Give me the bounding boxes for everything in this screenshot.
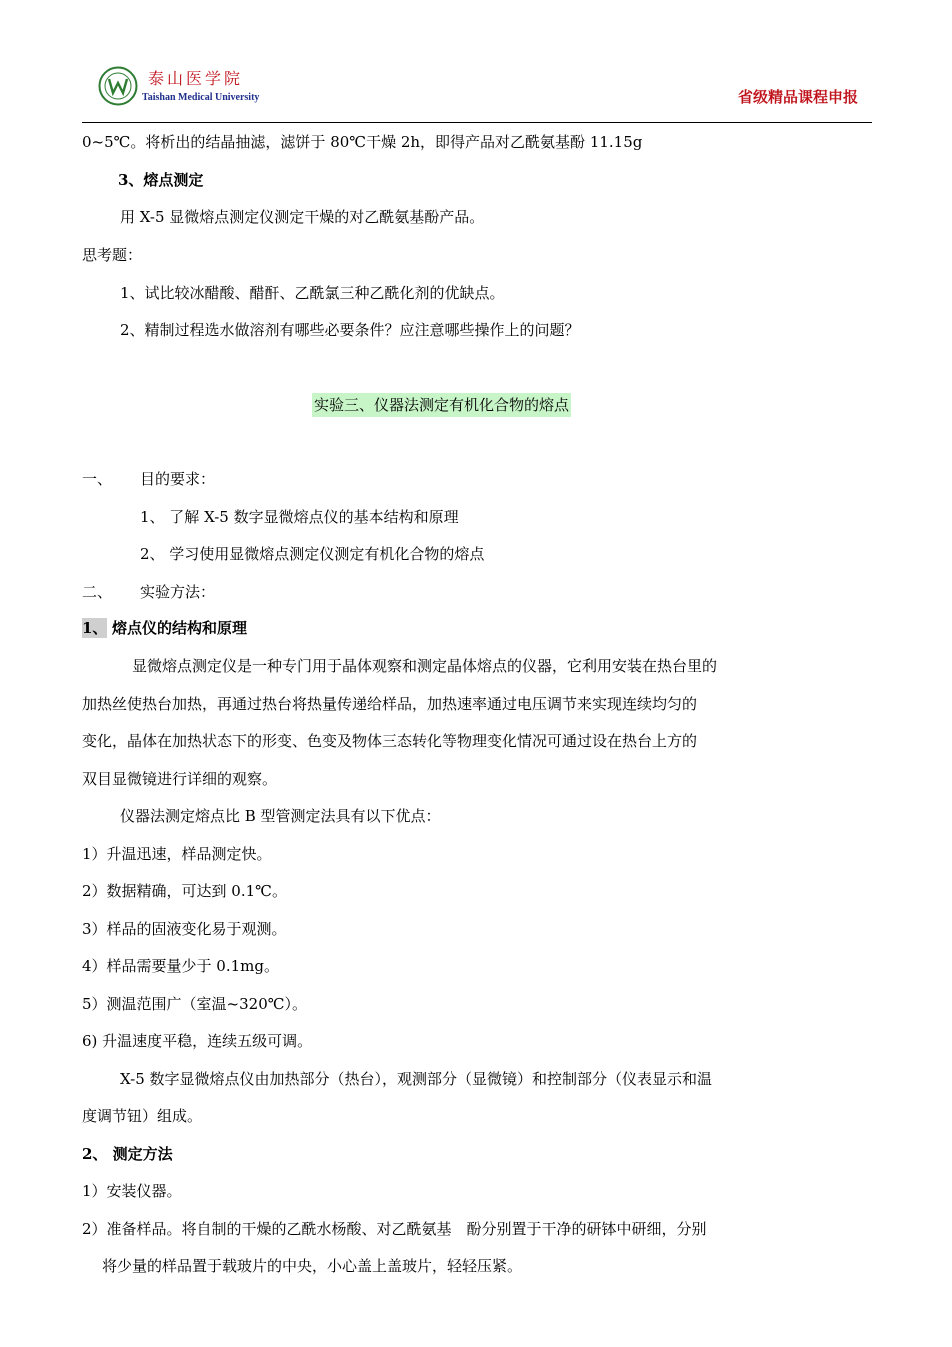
university-logo-icon (98, 66, 138, 106)
list-item: 2）准备样品。将自制的干燥的乙酰水杨酸、对乙酰氨基 酚分别置于干净的研钵中研细，分别 (82, 1220, 707, 1238)
list-item: 5）测温范围广（室温~320℃）。 (82, 995, 308, 1013)
paragraph-line: 加热丝使热台加热，再通过热台将热量传递给样品，加热速率通过电压调节来实现连续均匀的 (82, 695, 698, 713)
paragraph-line: 显微熔点测定仪是一种专门用于晶体观察和测定晶体熔点的仪器，它利用安装在热台里的 (132, 657, 718, 675)
list-item: 将少量的样品置于载玻片的中央，小心盖上盖玻片，轻轻压紧。 (102, 1257, 523, 1275)
heading-number: 一、 (82, 470, 113, 488)
paragraph-line: 双目显微镜进行详细的观察。 (82, 770, 278, 788)
text-line: 用 X-5 显微熔点测定仪测定干燥的对乙酰氨基酚产品。 (120, 208, 485, 226)
list-item: 6) 升温速度平稳，连续五级可调。 (82, 1032, 313, 1050)
university-name-en: Taishan Medical University (142, 92, 260, 103)
paragraph-line: X-5 数字显微熔点仪由加热部分（热台），观测部分（显微镜）和控制部分（仪表显示和温 (120, 1070, 713, 1088)
page-header (82, 62, 872, 123)
list-item: 4）样品需要量少于 0.1mg。 (82, 957, 279, 975)
list-item: 2、 学习使用显微熔点测定仪测定有机化合物的熔点 (140, 545, 485, 563)
experiment-title: 实验三、仪器法测定有机化合物的熔点 (312, 393, 571, 417)
list-item: 2）数据精确，可达到 0.1℃。 (82, 882, 287, 900)
section-heading: 熔点仪的结构和原理 (112, 619, 248, 637)
university-name-cn: 泰山医学院 (148, 69, 244, 88)
paragraph-line: 仪器法测定熔点比 B 型管测定法具有以下优点： (120, 807, 441, 825)
list-item: 1、 了解 X-5 数字显微熔点仪的基本结构和原理 (140, 508, 459, 526)
paragraph-line: 变化，晶体在加热状态下的形变、色变及物体三态转化等物理变化情况可通过设在热台上方的 (82, 732, 698, 750)
heading-number: 1、 (82, 619, 108, 637)
course-tag: 省级精品课程申报 (737, 88, 858, 106)
list-item: 3）样品的固液变化易于观测。 (82, 920, 287, 938)
section-heading: 2、 测定方法 (82, 1145, 173, 1163)
heading-number: 二、 (82, 583, 113, 601)
list-item: 1、试比较冰醋酸、醋酐、乙酰氯三种乙酰化剂的优缺点。 (120, 284, 505, 302)
heading-label: 实验方法： (140, 583, 216, 601)
section-heading: 3、熔点测定 (118, 171, 204, 189)
list-item: 1）升温迅速，样品测定快。 (82, 845, 272, 863)
list-item: 1）安装仪器。 (82, 1182, 182, 1200)
heading-label: 目的要求： (140, 470, 216, 488)
text-line: 思考题： (82, 246, 143, 264)
text-line: 0~5℃。将析出的结晶抽滤，滤饼于 80℃干燥 2h，即得产品对乙酰氨基酚 11.15g (82, 133, 643, 151)
paragraph-line: 度调节钮）组成。 (82, 1107, 203, 1125)
list-item: 2、精制过程选水做溶剂有哪些必要条件？应注意哪些操作上的问题？ (120, 321, 580, 339)
